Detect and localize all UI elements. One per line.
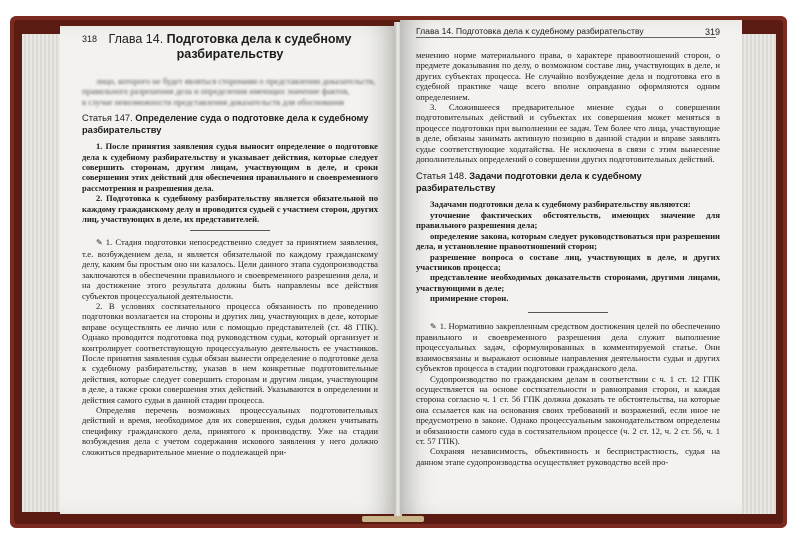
article-number: Статья 148. xyxy=(416,171,467,182)
section-divider xyxy=(528,312,608,313)
page-number-right: 319 xyxy=(704,27,720,37)
article-title: Задачи подготовки дела к судебному разбирательству xyxy=(416,171,642,193)
body-paragraph: менению норме материального права, о характере правоотношений сторон, о предмете доказывания по делу, о возможном составе лиц, участвующих в деле, и других субъектах процесса. Не случайно возбуждение дела и подготовка его в судебной практике чаще всего вполне оправданно оформляются одним определением. xyxy=(416,50,720,102)
running-head: Глава 14. Подготовка дела к судебному разбирательству xyxy=(416,26,716,38)
law-item: уточнение фактических обстоятельств, имеющих значение для правильного разрешения дела; xyxy=(416,209,720,231)
page-edges-right xyxy=(740,34,776,514)
article-heading xyxy=(416,171,720,194)
article-title: Определение суда о подготовке дела к судебному разбирательству xyxy=(82,113,369,135)
commentary-paragraph: Сохраняя независимость, объективность и беспристрастность, судья на данном этапе судопроизводства осуществляет руководство всей про- xyxy=(416,446,720,467)
article-number: Статья 147. xyxy=(82,113,133,124)
commentary-paragraph: ✎ 1. Стадия подготовки непосредственно следует за принятием заявления, т.е. возбуждением дела, и является обязательной по каждому гражданскому делу, каким бы простым оно ни казалось. Цели данного этапа судопроизводства заключаются в обеспечении правильного и своевременного разрешения дела, и на достижение этого результата должны быть направлены все действия субъектов процессуальной деятельности. xyxy=(82,237,378,301)
commentary-paragraph: ✎ 1. Нормативно закрепленным средством достижения целей по обеспечению правильного и своевременного разрешения дела служит выполнение процессуальных задач, сформулированных в комментируемой статье. Они взаимосвязаны и выражают основные направления деятельности судьи и других субъектов процесса в стадии подготовки гражданского дела. xyxy=(416,320,720,374)
intro-line: лицо, которого не будет являться сторонами о представлении доказательств, xyxy=(96,76,376,86)
law-item: представление необходимых доказательств сторонами, другими лицами, участвующими в деле; xyxy=(416,272,720,293)
intro-line: правильного разрешения дела и определения имеющих значение фактов, xyxy=(82,86,350,97)
commentary-paragraph: Определяя перечень возможных процессуальных подготовительных действий и время, необходимое для их совершения, судья должен учитывать специфику гражданского дела, принятого к производству. Уже на стадии возбуждения дела с учетом содержания искового заявления у него должно сложиться предварительное мнение о подлежащей при- xyxy=(82,404,378,457)
chapter-heading xyxy=(82,32,378,62)
chapter-prefix: Глава 14. xyxy=(108,32,164,46)
law-intro: Задачами подготовки дела к судебному разбирательству являются: xyxy=(430,199,691,210)
pen-note-icon: ✎ xyxy=(430,321,437,331)
commentary-paragraph: 2. В условиях состязательного процесса обязанность по проведению подготовки возлагается на стороны и других лиц, участвующих в деле, которые вправе осуществлять ее лично или с помощью представителей (ст. 48 ГПК). Однако проводится подготовка под руководством судьи, который организует и контролирует соответствующую процессуальную деятельность ее участников. После принятия заявления судья обязан вынести определение о подготовке дела к судебному разбирательству, указав в нем конкретные подготовительные действия, которые следует совершить сторонам и другим лицам, участвующим в деле, а также сроки совершения этих действий. Указываются в определении и действия самого судьи в данной стадии процесса. xyxy=(82,300,378,405)
chapter-title: Подготовка дела к судебному разбирательству xyxy=(166,32,352,61)
bookmark-ribbon xyxy=(362,516,424,522)
intro-line: в случае невозможности представления доказательств для обоснования xyxy=(82,96,345,107)
intro-text xyxy=(82,76,378,107)
body-paragraph: 3. Сложившееся предварительное мнение судьи о совершении подготовительных действий и субъектах их совершения может меняться в процессе подготовки при выполнении ее задач. Тем более что лица, участвующие в деле, обязаны занимать активную позицию в данной стадии и вправе заявлять судье соответствующие ходатайства. Не исключена в связи с этим вынесение дополнительных определений о совершении других подготовительных действий. xyxy=(416,102,720,165)
page-edges-left xyxy=(22,34,62,512)
law-paragraph: 2. Подготовка к судебному разбирательству является обязательной по каждому гражданскому делу и проводится судьей с участием сторон, других лиц, участвующих в деле, их представителей. xyxy=(82,193,378,225)
law-item: определение закона, которым следует руководствоваться при разрешении дела, и установление правоотношений сторон; xyxy=(416,230,720,252)
left-page xyxy=(60,26,396,514)
right-page xyxy=(400,20,742,514)
page-number-left: 318 xyxy=(82,34,98,44)
pen-note-icon: ✎ xyxy=(96,238,103,248)
law-item: примирение сторон. xyxy=(430,293,509,304)
law-item: разрешение вопроса о составе лиц, участвующих в деле, и других участников процесса; xyxy=(416,251,720,272)
commentary-paragraph: Судопроизводство по гражданским делам в соответствии с ч. 1 ст. 12 ГПК осуществляется на основе состязательности и равноправия сторон, и каждая сторона согласно ч. 1 ст. 56 ГПК должна доказать те обстоятельства, на которые она ссылается как на основания своих требований и возражений, если иное не предусмотрено в законе. Однако процессуальным законодательством определены и обязанности самого суда в состязательном процессе (ч. 2 ст. 12, ч. 2 ст. 56, ч. 1 ст. 57 ГПК). xyxy=(416,373,720,446)
section-divider xyxy=(190,230,270,231)
law-paragraph: 1. После принятия заявления судья выносит определение о подготовке дела к судебному разбирательству и указывает действия, которые следует совершить сторонам, другим лицам, участвующим в деле, и сроки совершения этих действий для обеспечения правильного и своевременного рассмотрения и разрешения дела. xyxy=(82,141,378,193)
article-heading xyxy=(82,113,378,136)
